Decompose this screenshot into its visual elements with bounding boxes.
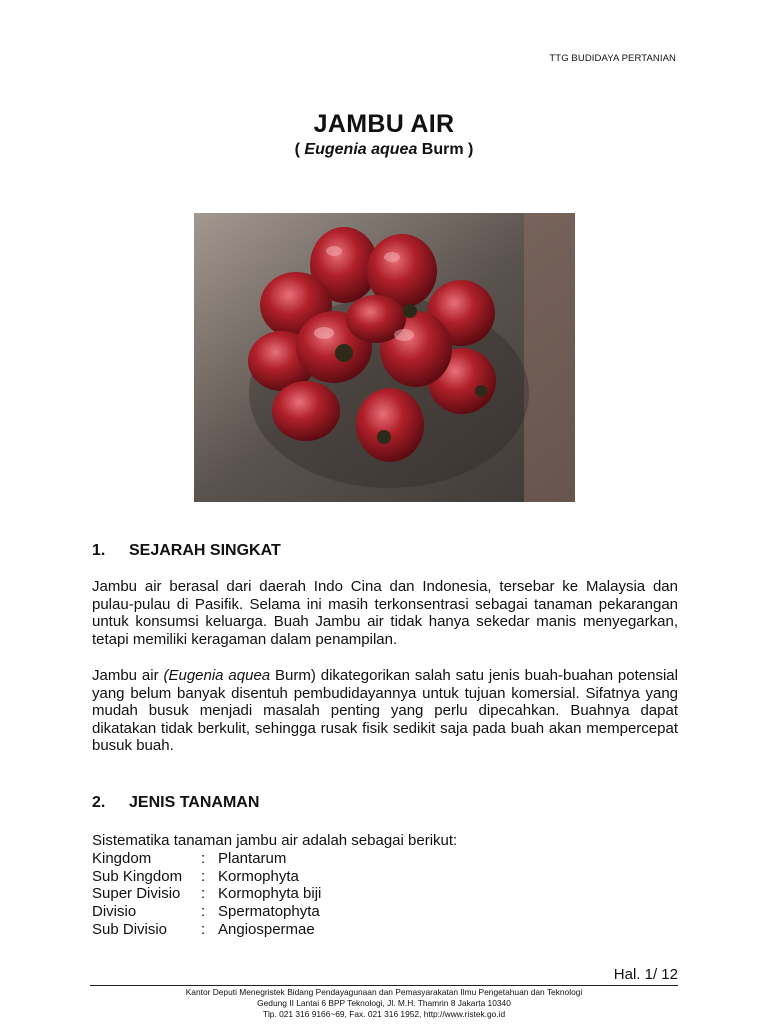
subtitle-rest: Burm ) bbox=[417, 141, 474, 158]
footer-line-3: Tlp. 021 316 9166~69, Fax. 021 316 1952, http://www.ristek.go.id bbox=[262, 1009, 506, 1019]
section-2-title: JENIS TANAMAN bbox=[129, 794, 260, 811]
subtitle-open: ( bbox=[294, 141, 305, 158]
taxonomy-row bbox=[92, 903, 321, 921]
taxonomy-value: Kormophyta bbox=[218, 867, 299, 885]
section-2-number: 2. bbox=[92, 794, 106, 811]
taxonomy-key: Sub Divisio bbox=[92, 920, 168, 938]
taxonomy-list bbox=[92, 850, 321, 939]
footer-divider bbox=[90, 985, 678, 986]
running-header: TTG BUDIDAYA PERTANIAN bbox=[549, 53, 676, 64]
section-2-intro: Sistematika tanaman jambu air adalah sebagai berikut: bbox=[92, 832, 458, 849]
taxonomy-row bbox=[92, 921, 321, 939]
taxonomy-value: Plantarum bbox=[218, 850, 287, 867]
colon: : bbox=[201, 867, 206, 885]
page-subtitle bbox=[0, 141, 768, 159]
taxonomy-row bbox=[92, 885, 321, 903]
paragraph-2-lead: Jambu air bbox=[92, 667, 164, 684]
taxonomy-row bbox=[92, 868, 321, 886]
section-2-heading bbox=[92, 794, 259, 812]
colon: : bbox=[201, 903, 206, 921]
colon: : bbox=[201, 885, 206, 903]
colon: : bbox=[201, 850, 206, 867]
section-1-heading bbox=[92, 542, 281, 560]
section-1-paragraph-2 bbox=[92, 667, 678, 755]
taxonomy-key: Divisio bbox=[92, 903, 137, 921]
taxonomy-value: Angiospermae bbox=[218, 920, 315, 938]
taxonomy-key: Sub Kingdom bbox=[92, 867, 183, 885]
taxonomy-key: Super Divisio bbox=[92, 885, 181, 903]
taxonomy-key: Kingdom bbox=[92, 850, 152, 867]
species-name: Eugenia aquea bbox=[304, 141, 418, 158]
footer-line-2: Gedung II Lantai 6 BPP Teknologi, Jl. M.H. Thamrin 8 Jakarta 10340 bbox=[257, 998, 511, 1008]
section-1-title: SEJARAH SINGKAT bbox=[129, 542, 281, 559]
section-1-paragraph-1: Jambu air berasal dari daerah Indo Cina dan Indonesia, tersebar ke Malaysia dan pulau-pulau di Pasifik. Selama ini masih terkonsentrasi sebagai tanaman pekarangan untuk konsumsi keluarga. Buah Jambu air tidak hanya sekedar manis menyegarkan, tetapi memiliki keragaman dalam penampilan. bbox=[92, 578, 678, 648]
paragraph-2-species: (Eugenia aquea bbox=[163, 667, 271, 684]
paragraph-2-body: Burm) dikategorikan salah satu jenis buah-buahan potensial yang belum banyak disentuh pembudidayannya untuk tujuan komersial. Sifatnya yang mudah busuk menjadi masalah penting yang perlu dipecahkan. Buahnya dapat dikatakan tidak berkulit, sehingga rusak fisik sedikit saja pada buah akan mempercepat busuk buah. bbox=[92, 667, 678, 754]
footer bbox=[90, 987, 678, 1020]
jambu-air-photo bbox=[194, 213, 575, 502]
page-title: JAMBU AIR bbox=[313, 110, 455, 138]
taxonomy-value: Kormophyta biji bbox=[218, 885, 322, 903]
taxonomy-row bbox=[92, 850, 321, 868]
footer-line-1: Kantor Deputi Menegristek Bidang Pendayagunaan dan Pemasyarakatan Ilmu Pengetahuan dan Teknologi bbox=[185, 987, 583, 997]
taxonomy-value: Spermatophyta bbox=[218, 903, 320, 921]
colon: : bbox=[201, 920, 206, 938]
page-number: Hal. 1/ 12 bbox=[613, 966, 678, 983]
section-1-number: 1. bbox=[92, 542, 106, 559]
